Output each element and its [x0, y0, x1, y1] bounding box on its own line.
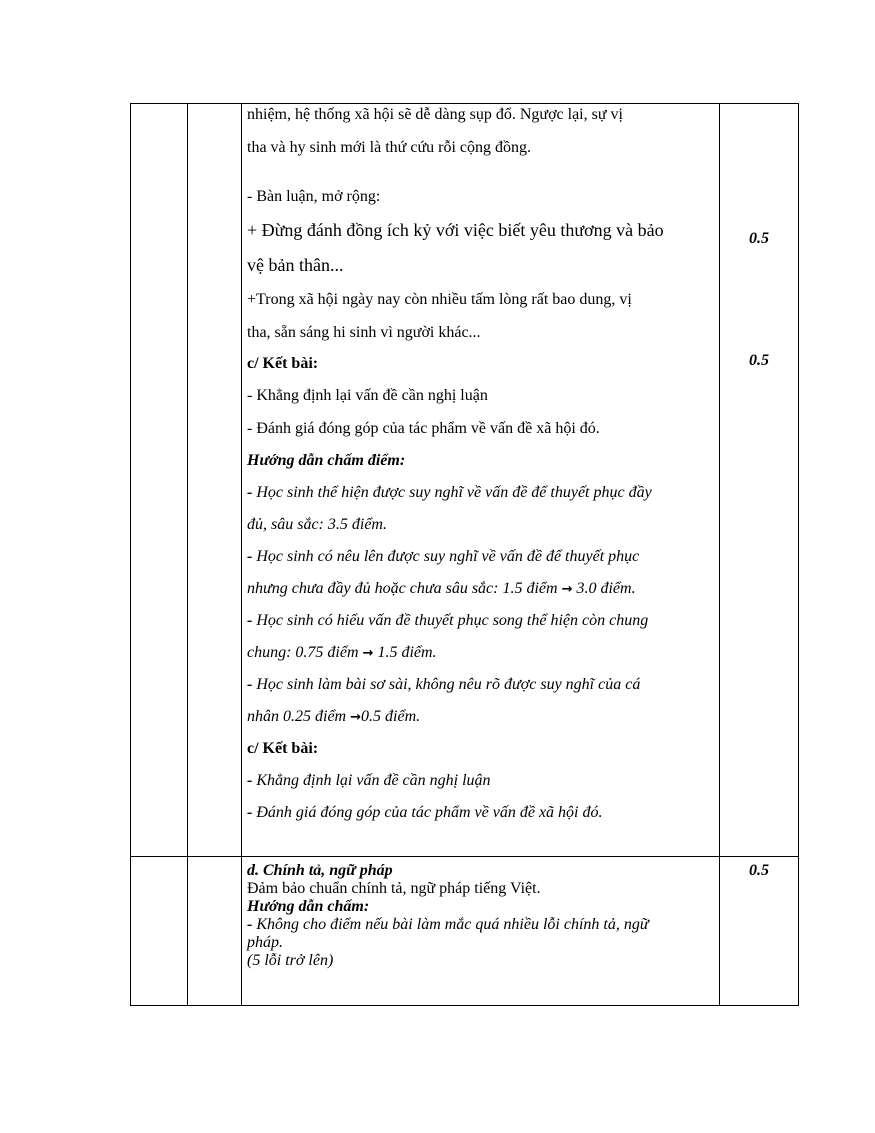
text-line: - Đánh giá đóng góp của tác phẩm về vấn đề xã hội đó.: [247, 804, 603, 821]
table-border-left: [130, 103, 131, 1006]
row-divider: [130, 856, 799, 857]
text-line: nhiệm, hệ thống xã hội sẽ dễ dàng sụp đổ. Ngược lại, sự vị: [247, 106, 623, 123]
text-line: nhân 0.25 điểm →0.5 điểm.: [247, 708, 421, 725]
text-line: Đảm bảo chuẩn chính tả, ngữ pháp tiếng Việt.: [247, 880, 541, 897]
text-line: - Học sinh làm bài sơ sài, không nêu rõ được suy nghĩ của cá: [247, 676, 641, 693]
text-line: + Đừng đánh đồng ích kỷ với việc biết yêu thương và bảo: [247, 220, 664, 240]
grading-table: [130, 103, 799, 1006]
text-line: - Bàn luận, mở rộng:: [247, 188, 381, 205]
text-line: tha, sẵn sáng hi sinh vì người khác...: [247, 324, 481, 341]
text-line: - Khẳng định lại vấn đề cần nghị luận: [247, 772, 491, 789]
text-line: - Học sinh có nêu lên được suy nghĩ về vấn đề để thuyết phục: [247, 548, 640, 565]
score-cell: 0.5: [749, 352, 769, 369]
text-line: pháp.: [247, 934, 283, 951]
score-cell: 0.5: [749, 230, 769, 247]
column-divider-1: [187, 103, 188, 1006]
text-line: - Không cho điểm nếu bài làm mắc quá nhiều lỗi chính tả, ngữ: [247, 916, 649, 933]
table-border-top: [130, 103, 799, 104]
grading-guide-heading: Hướng dẫn chấm điểm:: [247, 452, 406, 469]
arrow-right-icon: →: [362, 646, 374, 661]
text-line: +Trong xã hội ngày nay còn nhiều tấm lòng rất bao dung, vị: [247, 291, 632, 308]
text-line: chung: 0.75 điểm → 1.5 điểm.: [247, 644, 437, 661]
text-line: nhưng chưa đầy đủ hoặc chưa sâu sắc: 1.5 điểm → 3.0 điểm.: [247, 580, 636, 597]
text-line: đủ, sâu sắc: 3.5 điểm.: [247, 516, 387, 533]
arrow-right-icon: →: [561, 582, 573, 597]
text-line: - Đánh giá đóng góp của tác phẩm về vấn đề xã hội đó.: [247, 420, 600, 437]
section-heading: c/ Kết bài:: [247, 355, 319, 372]
text-line: (5 lỗi trở lên): [247, 952, 334, 969]
text-line: vệ bản thân...: [247, 255, 344, 275]
text-line: - Học sinh có hiểu vấn đề thuyết phục song thể hiện còn chung: [247, 612, 649, 629]
text-line: - Khẳng định lại vấn đề cần nghị luận: [247, 387, 488, 404]
arrow-right-icon: →: [350, 710, 362, 725]
text-line: - Học sinh thể hiện được suy nghĩ về vấn đề để thuyết phục đầy: [247, 484, 652, 501]
column-divider-2: [241, 103, 242, 1006]
text-line: tha và hy sinh mới là thứ cứu rỗi cộng đồng.: [247, 139, 531, 156]
grading-guide-heading: Hướng dẫn chấm:: [247, 898, 370, 915]
section-heading: d. Chính tả, ngữ pháp: [247, 862, 393, 879]
section-heading: c/ Kết bài:: [247, 740, 319, 757]
score-cell: 0.5: [749, 862, 769, 879]
table-border-bottom: [130, 1005, 799, 1006]
